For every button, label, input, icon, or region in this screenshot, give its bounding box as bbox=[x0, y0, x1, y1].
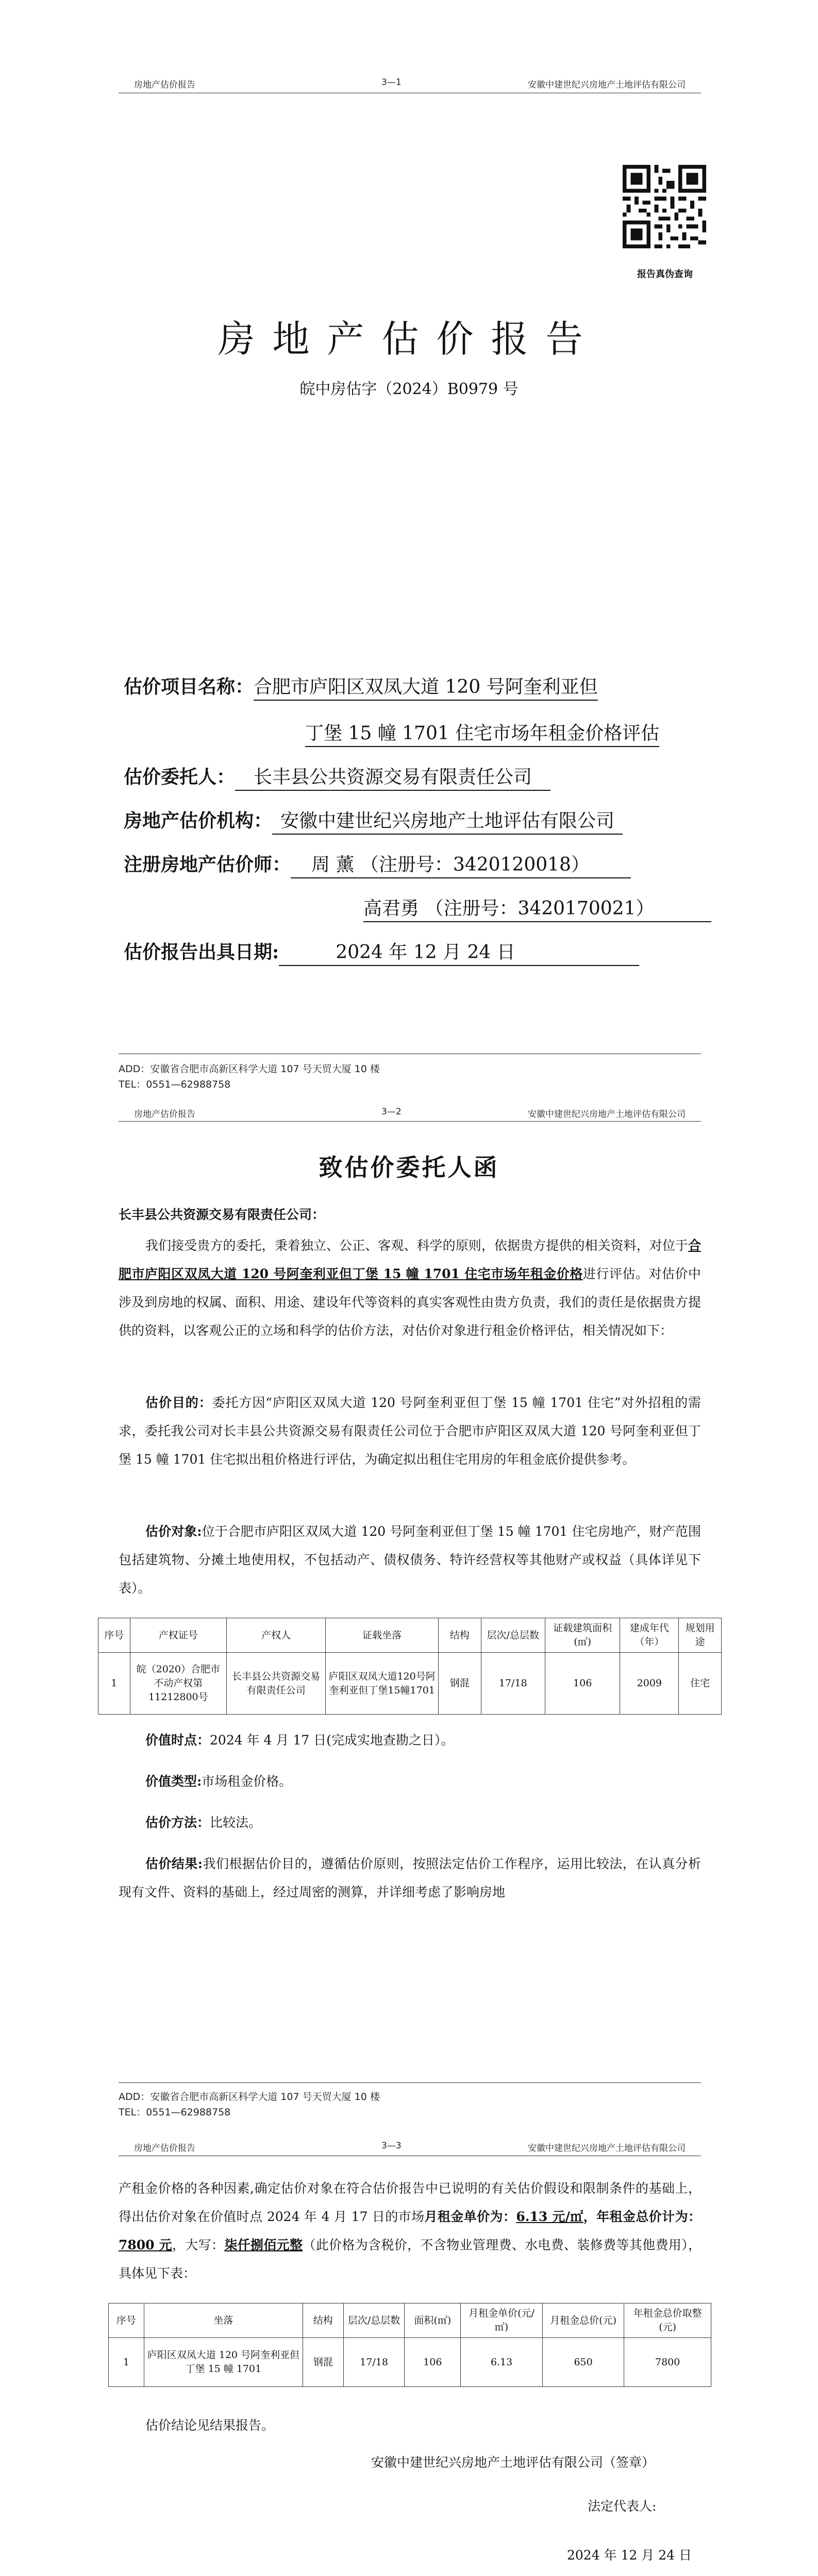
result-tail: （此价格为含税价，不含物业管理费、水电费、装修费等其他费用），具体见下表： bbox=[119, 2238, 701, 2281]
daxie-label: ，大写： bbox=[172, 2238, 225, 2252]
property-table bbox=[98, 1618, 722, 1715]
agency-value: 安徽中建世纪兴房地产土地评估有限公司 bbox=[272, 806, 623, 835]
appraiser-row2 bbox=[363, 894, 711, 922]
result-text-2: 产租金价格的各种因素,确定估价对象在符合估价报告中已说明的有关估价假设和限制条件的基础上，得出估价对象在价值时点 2024 年 4 月 17 日的市场 bbox=[119, 2181, 701, 2224]
table-header-cell: 产权人 bbox=[226, 1618, 325, 1653]
method-line bbox=[119, 1808, 701, 1837]
purpose-text: 委托方因“庐阳区双凤大道 120 号阿奎利亚但丁堡 15 幢 1701 住宅”对外招租的需求，委托我公司对长丰县公共资源交易有限责任公司位于合肥市庐阳区双凤大道 120 号阿奎利亚但丁堡 15 幢 1701 住宅拟出租价格进行评估，为确定拟出租住宅用房的年租金底价提供参考。 bbox=[119, 1395, 701, 1467]
project-name-row2 bbox=[305, 719, 659, 747]
table-header-row bbox=[98, 1618, 722, 1653]
table-header-cell: 坐落 bbox=[144, 2303, 303, 2338]
table-header-cell: 证载建筑面积(㎡) bbox=[545, 1618, 620, 1653]
date-row bbox=[124, 938, 639, 966]
project-value-line2: 丁堡 15 幢 1701 住宅市场年租金价格评估 bbox=[305, 719, 659, 747]
value-type-line bbox=[119, 1767, 701, 1795]
table-header-cell: 建成年代（年） bbox=[620, 1618, 679, 1653]
page-footer bbox=[119, 1061, 380, 1092]
cover-page bbox=[0, 0, 818, 1103]
header-right: 安徽中建世纪兴房地产土地评估有限公司 bbox=[528, 1109, 686, 1120]
value-type-value: 市场租金价格。 bbox=[202, 1774, 292, 1789]
table-header-cell: 层次/总层数 bbox=[481, 1618, 545, 1653]
method-value: 比较法。 bbox=[210, 1815, 262, 1830]
daxie-value: 柒仟捌佰元整 bbox=[224, 2238, 303, 2252]
appraiser-row bbox=[124, 850, 631, 878]
annual-total-value: 7800 元 bbox=[119, 2238, 172, 2252]
table-cell: 庐阳区双凤大道 120 号阿奎利亚但丁堡 15 幢 1701 bbox=[144, 2338, 303, 2387]
report-number: 皖中房估字（2024）B0979 号 bbox=[299, 380, 519, 398]
table-header-cell: 序号 bbox=[109, 2303, 144, 2338]
qr-code-icon[interactable] bbox=[623, 165, 706, 248]
header-left: 房地产估价报告 bbox=[134, 2143, 195, 2154]
table-cell: 2009 bbox=[620, 1653, 679, 1715]
footer-address: ADD：安徽省合肥市高新区科学大道 107 号天贸大厦 10 楼 bbox=[119, 2091, 380, 2103]
table-cell: 住宅 bbox=[679, 1653, 722, 1715]
table-cell: 钢混 bbox=[303, 2338, 343, 2387]
table-cell: 106 bbox=[545, 1653, 620, 1715]
footer-tel: TEL：0551—62988758 bbox=[119, 1079, 231, 1090]
intro-text: 我们接受贵方的委托，秉着独立、公正、客观、科学的原则，依据贵方提供的相关资料，对位于 bbox=[145, 1238, 688, 1253]
appraiser-label: 注册房地产估价师： bbox=[124, 854, 291, 875]
table-cell: 长丰县公共资源交易有限责任公司 bbox=[226, 1653, 325, 1715]
signature-date: 2024 年 12 月 24 日 bbox=[567, 2548, 692, 2563]
letter-title: 致估价委托人函 bbox=[319, 1154, 499, 1181]
report-title: 房地产估价报告 bbox=[218, 317, 600, 361]
client-value: 长丰县公共资源交易有限责任公司 bbox=[235, 762, 550, 791]
table-cell: 皖（2020）合肥市不动产权第11212800号 bbox=[130, 1653, 226, 1715]
table-header-cell: 层次/总层数 bbox=[343, 2303, 405, 2338]
intro-paragraph bbox=[119, 1231, 701, 1345]
table-row bbox=[109, 2338, 711, 2387]
method-label: 估价方法： bbox=[145, 1815, 210, 1830]
appraiser-2: 高君勇 （注册号：3420170021） bbox=[363, 894, 711, 922]
header-page-label: 3—2 bbox=[381, 1107, 402, 1117]
conclusion-line: 估价结论见结果报告。 bbox=[145, 2418, 275, 2433]
client-row bbox=[124, 762, 550, 791]
result-label: 估价结果: bbox=[145, 1856, 203, 1871]
table-header-cell: 规划用途 bbox=[679, 1618, 722, 1653]
purpose-paragraph bbox=[119, 1388, 701, 1473]
header-rule bbox=[119, 1121, 701, 1122]
table-header-cell: 年租金总价取整(元) bbox=[624, 2303, 711, 2338]
valuation-date-line bbox=[119, 1726, 701, 1754]
result-text: 我们根据估价目的，遵循估价原则，按照法定估价工作程序，运用比较法，在认真分析现有文件、资料的基础上，经过周密的测算，并详细考虑了影响房地 bbox=[119, 1856, 701, 1900]
appraiser-1: 周 薰 （注册号：3420120018） bbox=[291, 850, 631, 878]
project-label: 估价项目名称： bbox=[124, 676, 254, 698]
table-cell: 17/18 bbox=[343, 2338, 405, 2387]
header-left: 房地产估价报告 bbox=[134, 80, 195, 90]
unit-rent-value: 6.13 元/㎡ bbox=[516, 2209, 583, 2224]
letter-page-2 bbox=[0, 2133, 818, 2576]
table-header-cell: 结构 bbox=[438, 1618, 481, 1653]
object-text: 位于合肥市庐阳区双凤大道 120 号阿奎利亚但丁堡 15 幢 1701 住宅房地产，财产范围包括建筑物、分摊土地使用权，不包括动产、债权债务、特许经营权等其他财产或权益（具体详见下表）。 bbox=[119, 1524, 701, 1596]
header-left: 房地产估价报告 bbox=[134, 1109, 195, 1120]
date-value: 2024 年 12 月 24 日 bbox=[279, 938, 639, 966]
header-page-label: 3—3 bbox=[381, 2141, 402, 2151]
table-cell: 6.13 bbox=[461, 2338, 543, 2387]
intro-subject: 合肥市庐阳区双凤大道 120 号阿奎利亚但丁堡 15 幢 1701 住宅市场年租金价格 bbox=[119, 1238, 701, 1281]
table-header-cell: 证载坐落 bbox=[326, 1618, 439, 1653]
project-name-row bbox=[124, 672, 598, 701]
result-paragraph bbox=[119, 1850, 701, 1906]
table-row bbox=[98, 1653, 722, 1715]
table-cell: 7800 bbox=[624, 2338, 711, 2387]
table-cell: 650 bbox=[542, 2338, 624, 2387]
table-cell: 106 bbox=[405, 2338, 461, 2387]
table-header-cell: 结构 bbox=[303, 2303, 343, 2338]
valuation-date-label: 价值时点： bbox=[145, 1733, 210, 1748]
unit-rent-label: 月租金单价为： bbox=[424, 2209, 516, 2224]
footer-address: ADD：安徽省合肥市高新区科学大道 107 号天贸大厦 10 楼 bbox=[119, 1063, 380, 1075]
valuation-date-value: 2024 年 4 月 17 日(完成实地查勘之日）。 bbox=[210, 1733, 454, 1748]
project-value-line1: 合肥市庐阳区双凤大道 120 号阿奎利亚但 bbox=[254, 672, 598, 701]
letter-page-1 bbox=[0, 1103, 818, 2133]
header-right: 安徽中建世纪兴房地产土地评估有限公司 bbox=[528, 80, 686, 90]
company-signature: 安徽中建世纪兴房地产土地评估有限公司（签章） bbox=[371, 2455, 655, 2470]
header-right: 安徽中建世纪兴房地产土地评估有限公司 bbox=[528, 2143, 686, 2154]
addressee: 长丰县公共资源交易有限责任公司： bbox=[119, 1207, 325, 1222]
table-cell: 1 bbox=[109, 2338, 144, 2387]
purpose-label: 估价目的： bbox=[145, 1395, 212, 1410]
rent-table bbox=[108, 2303, 711, 2387]
footer-rule bbox=[119, 2082, 701, 2083]
table-header-cell: 月租金单价(元/㎡) bbox=[461, 2303, 543, 2338]
object-label: 估价对象: bbox=[145, 1524, 202, 1539]
intro-text-end: 进行评估。对估价中涉及到房地的权属、面积、用途、建设年代等资料的真实客观性由贵方负责，我们的责任是依据贵方提供的资料，以客观公正的立场和科学的估价方法，对估价对象进行租金价格评估，相关情况如下： bbox=[119, 1266, 701, 1338]
table-header-cell: 产权证号 bbox=[130, 1618, 226, 1653]
date-label: 估价报告出具日期: bbox=[124, 941, 279, 963]
annual-total-label: ，年租金总价计为： bbox=[583, 2209, 701, 2224]
qr-caption: 报告真伪查询 bbox=[637, 269, 693, 280]
header-page-label: 3—1 bbox=[381, 77, 402, 88]
table-header-row bbox=[109, 2303, 711, 2338]
table-header-cell: 面积(㎡) bbox=[405, 2303, 461, 2338]
page-footer bbox=[119, 2089, 380, 2120]
table-cell: 钢混 bbox=[438, 1653, 481, 1715]
result-continued bbox=[119, 2174, 701, 2287]
table-cell: 17/18 bbox=[481, 1653, 545, 1715]
table-cell: 庐阳区双凤大道120号阿奎利亚但丁堡15幢1701 bbox=[326, 1653, 439, 1715]
legal-representative: 法定代表人: bbox=[588, 2499, 657, 2514]
client-label: 估价委托人： bbox=[124, 766, 236, 788]
object-paragraph bbox=[119, 1517, 701, 1602]
table-cell: 1 bbox=[98, 1653, 130, 1715]
agency-label: 房地产估价机构： bbox=[124, 810, 273, 832]
table-header-cell: 序号 bbox=[98, 1618, 130, 1653]
value-type-label: 价值类型: bbox=[145, 1774, 202, 1789]
agency-row bbox=[124, 806, 623, 835]
table-header-cell: 月租金总价(元) bbox=[542, 2303, 624, 2338]
footer-tel: TEL：0551—62988758 bbox=[119, 2107, 231, 2118]
